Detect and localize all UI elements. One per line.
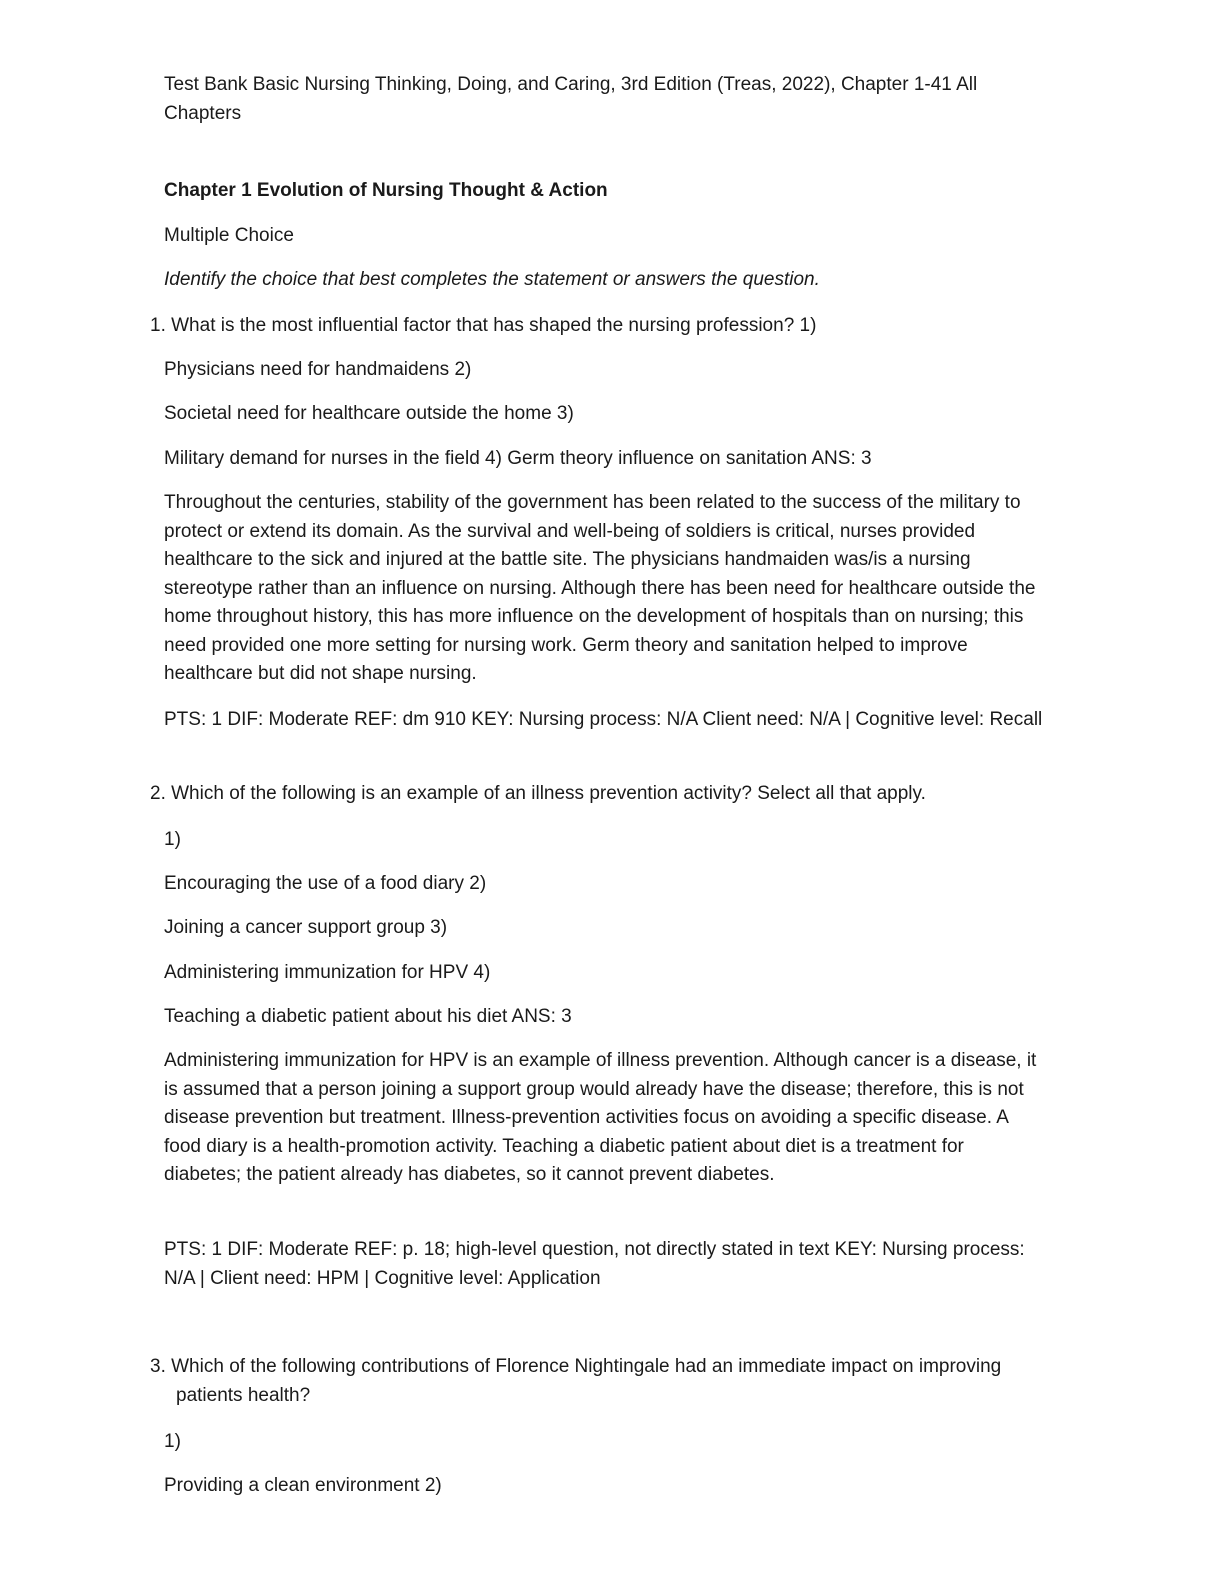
question-1-line: Military demand for nurses in the field 4) Germ theory influence on sanitation ANS: 3	[164, 448, 872, 469]
instructions: Identify the choice that best completes the statement or answers the question.	[164, 269, 820, 290]
chapter-heading: Chapter 1 Evolution of Nursing Thought & Action	[164, 180, 608, 201]
question-2-line: Administering immunization for HPV 4)	[164, 962, 491, 983]
question-1-meta: PTS: 1 DIF: Moderate REF: dm 910 KEY: Nursing process: N/A Client need: N/A | Cognitive level: Recall	[164, 709, 1043, 730]
question-1-rationale: Throughout the centuries, stability of the government has been related to the success of the military to protect or extend its domain. As the survival and well-being of soldiers is critical, nurses provided healthcare to the sick and injured at the battle site. The physicians handmaiden was/is a nursing stereotype rather than an influence on nursing. Although there has been need for healthcare outside the home throughout history, this has more influence on the development of hospitals than on nursing; this need provided one more setting for nursing work. Germ theory and sanitation helped to improve healthcare but did not shape nursing.	[164, 492, 1036, 684]
question-3-stem: 3. Which of the following contributions of Florence Nightingale had an immediate impact on improving patients health?	[150, 1356, 1002, 1406]
question-2-stem: 2. Which of the following is an example of an illness prevention activity? Select all that apply.	[150, 783, 926, 804]
question-1-line: Societal need for healthcare outside the home 3)	[164, 403, 574, 424]
question-2-line: Encouraging the use of a food diary 2)	[164, 873, 487, 894]
question-2-line: Teaching a diabetic patient about his diet ANS: 3	[164, 1006, 572, 1027]
section-type: Multiple Choice	[164, 225, 294, 246]
question-2-rationale: Administering immunization for HPV is an example of illness prevention. Although cancer is a disease, it is assumed that a person joining a support group would already have the disease; therefore, this is not disease prevention but treatment. Illness-prevention activities focus on avoiding a specific disease. A food diary is a health-promotion activity. Teaching a diabetic patient about diet is a treatment for diabetes; the patient already has diabetes, so it cannot prevent diabetes.	[164, 1050, 1037, 1185]
question-3-line: Providing a clean environment 2)	[164, 1475, 442, 1496]
question-2-line: 1)	[164, 829, 181, 850]
question-2-meta: PTS: 1 DIF: Moderate REF: p. 18; high-level question, not directly stated in text KEY: Nursing process: N/A | Client need: HPM | Cognitive level: Application	[164, 1239, 1025, 1289]
question-1-line: Physicians need for handmaidens 2)	[164, 359, 472, 380]
question-1-stem: 1. What is the most influential factor that has shaped the nursing profession? 1)	[150, 315, 817, 336]
question-2-line: Joining a cancer support group 3)	[164, 917, 448, 938]
question-3-line: 1)	[164, 1431, 181, 1452]
document-title: Test Bank Basic Nursing Thinking, Doing, and Caring, 3rd Edition (Treas, 2022), Chapter 1-41 All Chapters	[164, 74, 978, 124]
